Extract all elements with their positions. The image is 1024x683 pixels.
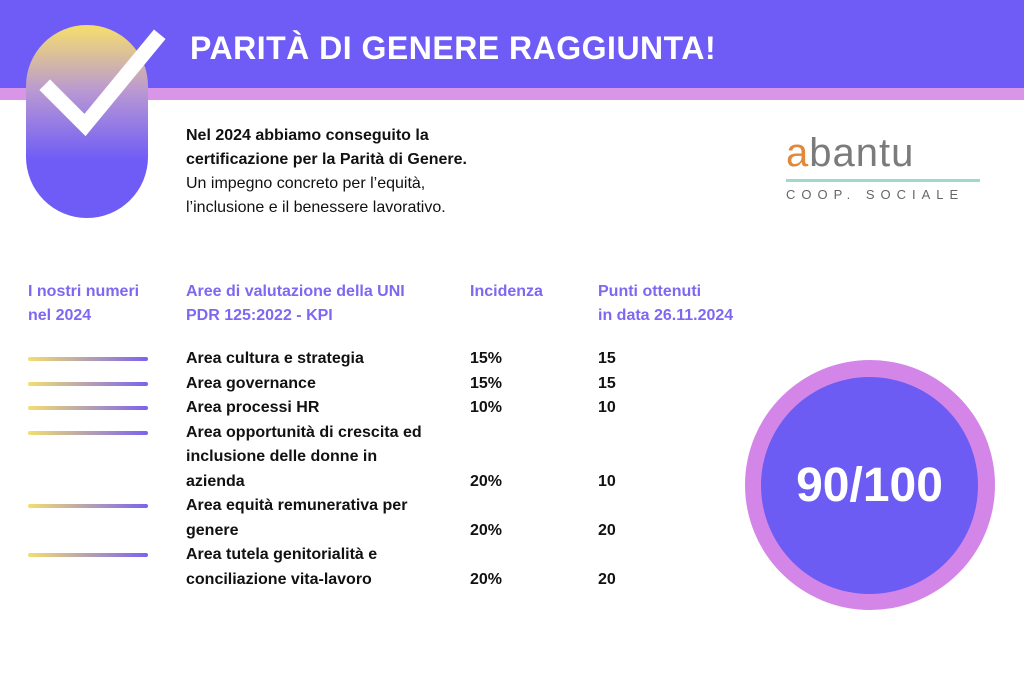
col-header-line: Incidenza xyxy=(470,283,543,300)
col-header-line: nel 2024 xyxy=(28,307,92,324)
area-label: Area tutela genitorialità e xyxy=(186,546,378,563)
area-label: Area governance xyxy=(186,374,316,392)
row-bar xyxy=(28,357,148,361)
incidenza-value: 20% xyxy=(470,472,503,490)
area-label: Area cultura e strategia xyxy=(186,350,364,367)
logo-wordmark xyxy=(786,133,980,173)
intro-line: Nel 2024 abbiamo conseguito la xyxy=(186,127,429,144)
points-value: 20 xyxy=(598,521,616,539)
logo-first-letter: a xyxy=(786,131,810,175)
row-bar xyxy=(28,406,148,410)
intro-text xyxy=(186,124,467,220)
logo-subtitle: COOP. SOCIALE xyxy=(786,187,965,202)
col-header-line: in data 26.11.2024 xyxy=(598,307,734,324)
page-title: PARITÀ DI GENERE RAGGIUNTA! xyxy=(190,30,717,66)
row-bar xyxy=(28,553,148,557)
incidenza-value: 15% xyxy=(470,350,503,367)
area-label: inclusione delle donne in xyxy=(186,448,378,465)
points-value: 20 xyxy=(598,570,616,588)
incidenza-value: 20% xyxy=(470,521,503,539)
abantu-logo xyxy=(786,133,980,202)
col-header-line: I nostri numeri xyxy=(28,283,140,300)
area-label: conciliazione vita-lavoro xyxy=(186,570,372,588)
points-value: 15 xyxy=(598,350,616,367)
col-header-line: PDR 125:2022 - KPI xyxy=(186,307,333,324)
area-label: genere xyxy=(186,521,239,539)
area-label: Area equità remunerativa per xyxy=(186,497,408,514)
logo-word-rest: bantu xyxy=(809,131,915,175)
intro-line: l’inclusione e il benessere lavorativo. xyxy=(186,199,446,216)
logo-underline xyxy=(786,179,980,182)
score-circle xyxy=(761,377,978,594)
area-label: Area processi HR xyxy=(186,399,320,416)
row-bar xyxy=(28,431,148,435)
col-header-incidenza xyxy=(470,280,543,304)
intro-line: certificazione per la Parità di Genere. xyxy=(186,151,467,168)
checkmark-icon xyxy=(30,20,170,140)
incidenza-value: 10% xyxy=(470,399,503,416)
points-value: 10 xyxy=(598,399,616,416)
row-bar xyxy=(28,504,148,508)
incidenza-value: 20% xyxy=(470,570,503,588)
intro-line: Un impegno concreto per l’equità, xyxy=(186,175,426,192)
points-value: 10 xyxy=(598,472,616,490)
points-value: 15 xyxy=(598,374,616,392)
area-label: azienda xyxy=(186,472,245,490)
row-bar xyxy=(28,382,148,386)
area-label: Area opportunità di crescita ed xyxy=(186,423,422,441)
col-header-points xyxy=(598,280,733,328)
col-header-line: Punti ottenuti xyxy=(598,283,702,300)
col-header-areas xyxy=(186,280,405,328)
col-header-numbers xyxy=(28,280,139,328)
col-header-line: Aree di valutazione della UNI xyxy=(186,283,405,300)
score-value: 90/100 xyxy=(796,459,943,512)
incidenza-value: 15% xyxy=(470,374,503,392)
